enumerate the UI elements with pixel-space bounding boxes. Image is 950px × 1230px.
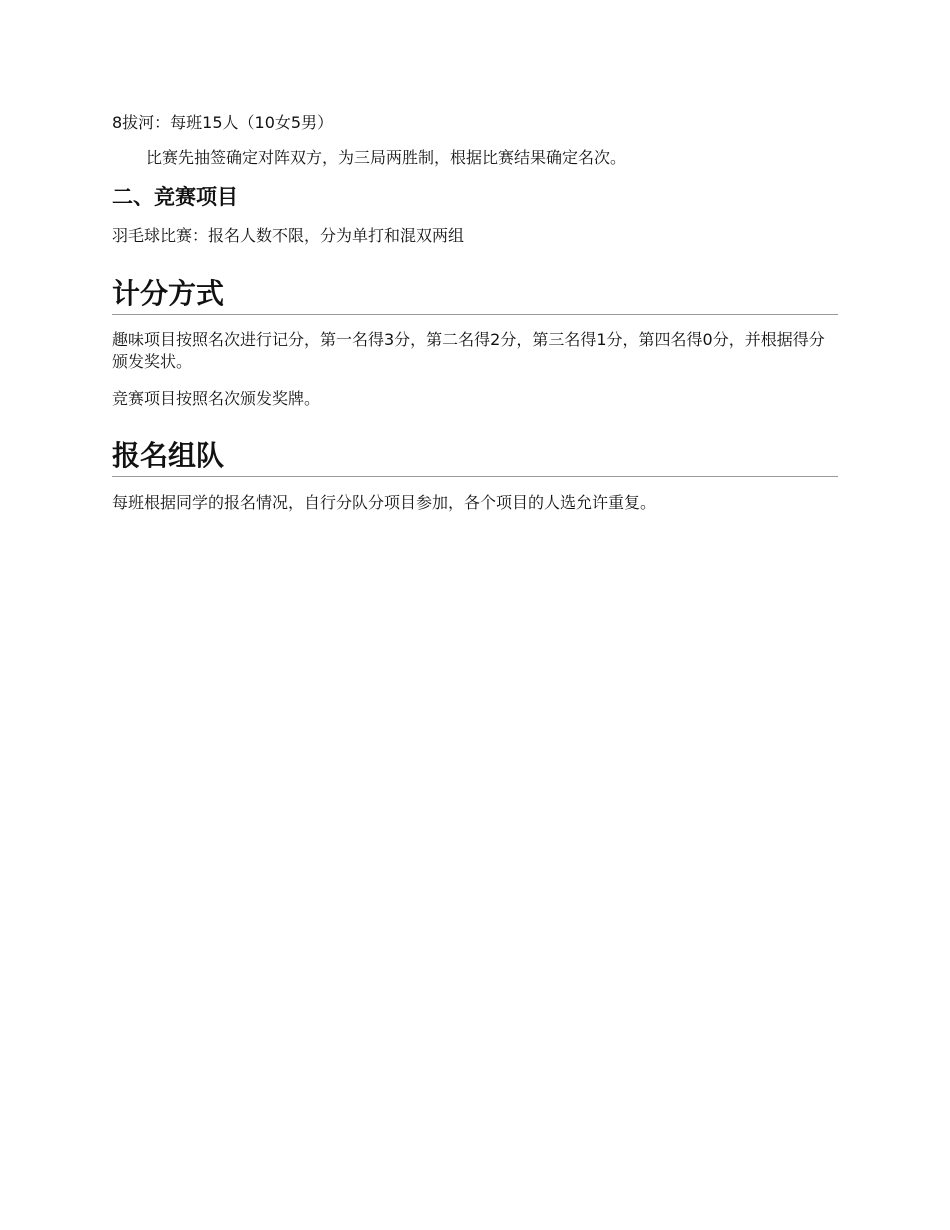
tug-of-war-line: 8拔河：每班15人（10女5男） (112, 113, 334, 132)
scoring-competition-events-text: 竞赛项目按照名次颁发奖牌。 (112, 389, 321, 408)
badminton-line: 羽毛球比赛：报名人数不限，分为单打和混双两组 (112, 226, 465, 245)
registration-text: 每班根据同学的报名情况，自行分队分项目参加，各个项目的人选允许重复。 (112, 493, 657, 512)
tug-of-war-rule: 比赛先抽签确定对阵双方，为三局两胜制，根据比赛结果确定名次。 (146, 148, 627, 167)
scoring-fun-events-text: 趣味项目按照名次进行记分，第一名得3分，第二名得2分，第三名得1分，第四名得0分，并根据得分颁发奖状。 (112, 330, 825, 371)
heading-registration: 报名组队 (112, 438, 838, 477)
section-heading-competition: 二、竞赛项目 (112, 185, 238, 209)
heading-scoring: 计分方式 (112, 276, 838, 315)
